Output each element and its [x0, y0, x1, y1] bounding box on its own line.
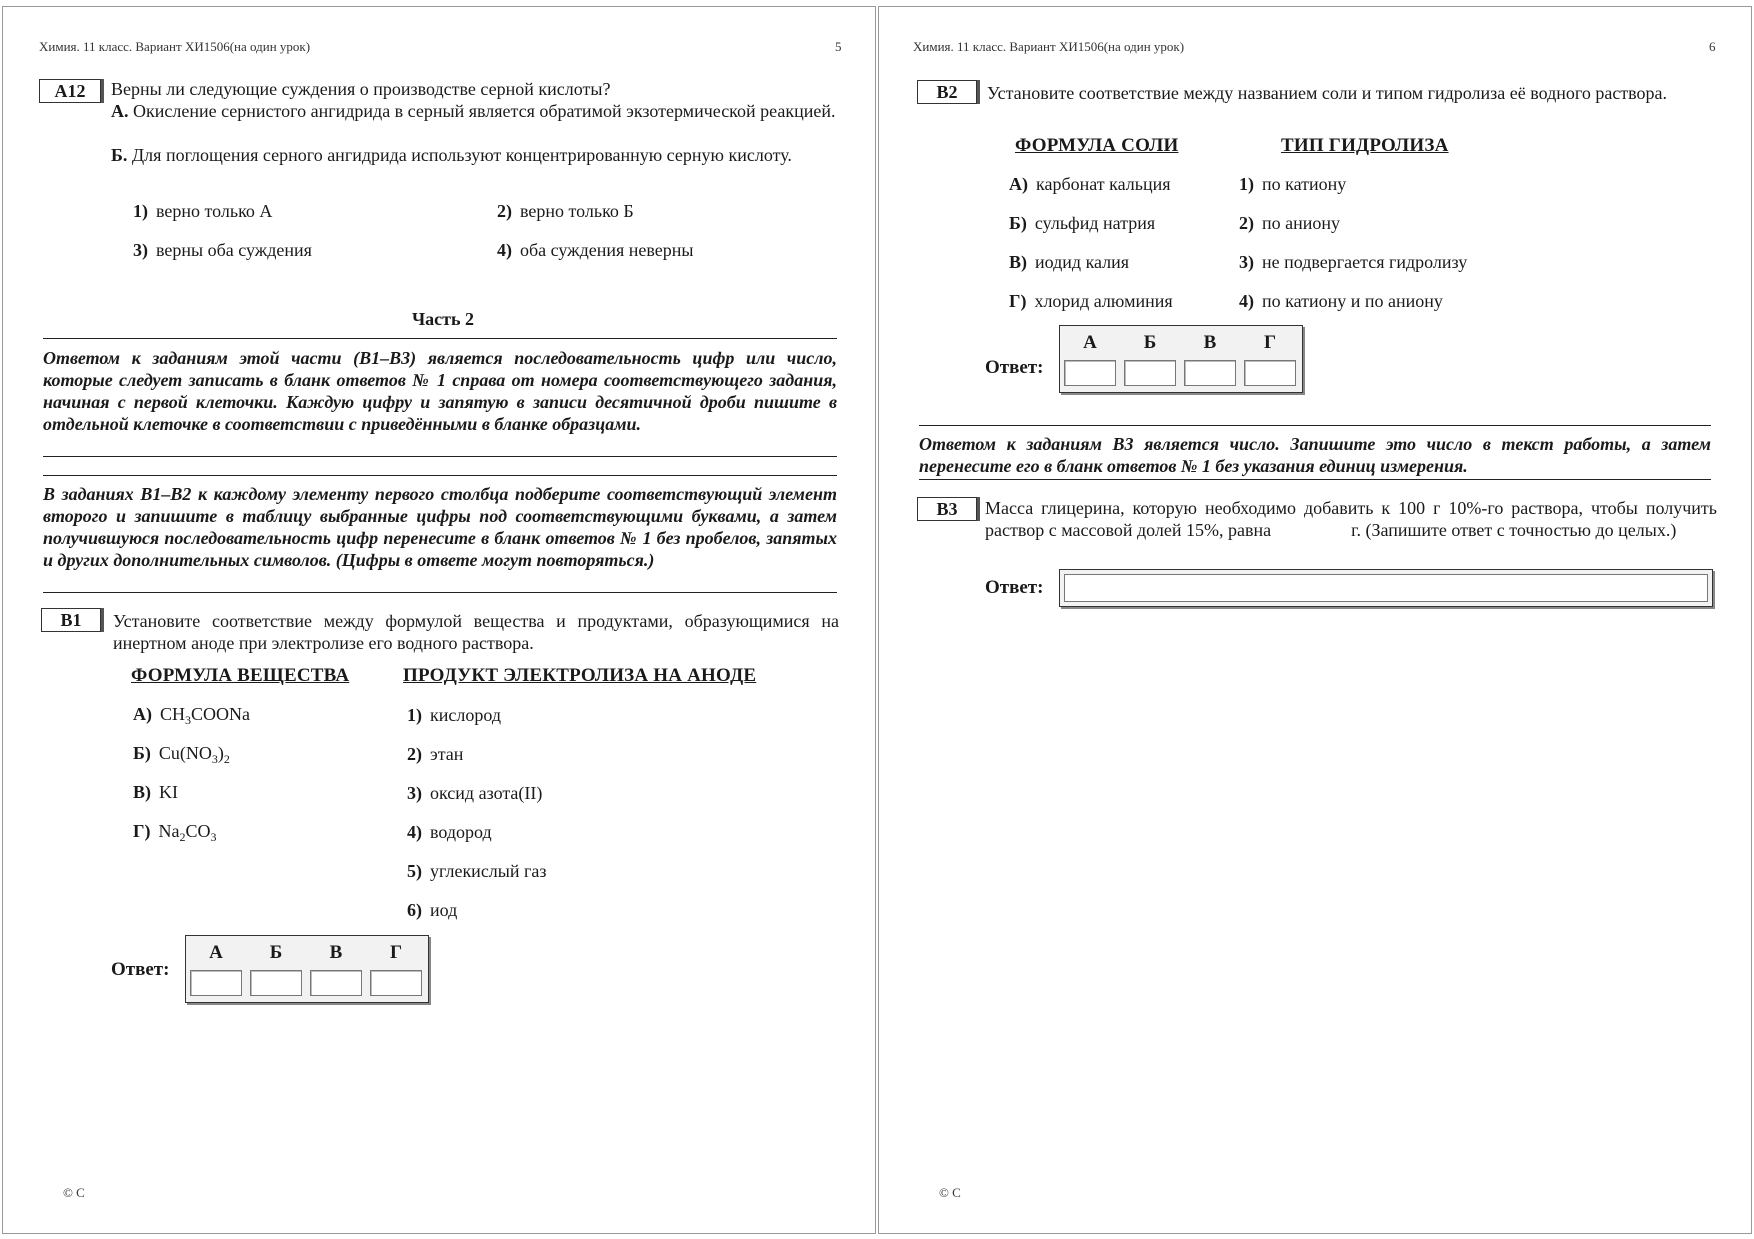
item-number: 1): [1239, 174, 1254, 194]
b2-left-item: [1009, 251, 1129, 273]
answer-letter: А: [1083, 332, 1097, 353]
b2-right-item: [1239, 290, 1443, 312]
option-number: 1): [133, 201, 148, 221]
b1-right-item: [407, 704, 501, 726]
item-text: этан: [430, 744, 464, 764]
page-right: [878, 6, 1752, 1234]
a12-statement-a-label: А.: [111, 101, 129, 121]
b2-left-item: [1009, 173, 1171, 195]
answer-letter: Г: [389, 942, 403, 963]
divider: [43, 456, 837, 457]
b3-answer-label: Ответ:: [985, 577, 1044, 598]
divider: [919, 479, 1711, 480]
answer-cell[interactable]: [190, 970, 242, 996]
answer-letter: В: [329, 942, 343, 963]
b1-right-item: [407, 821, 492, 843]
b3-question-part2: г. (Запишите ответ с точностью до целых.): [1351, 520, 1677, 540]
item-number: 4): [407, 822, 422, 842]
divider: [43, 338, 837, 339]
answer-cell[interactable]: [310, 970, 362, 996]
b1-right-item: [407, 743, 463, 765]
option-text: верно только А: [156, 201, 273, 221]
a12-statement-a: [111, 100, 841, 122]
b1-answer-label: Ответ:: [111, 959, 170, 980]
item-letter: А): [133, 704, 152, 724]
formula-part: CH: [160, 704, 186, 724]
item-text: иодид калия: [1035, 252, 1130, 272]
b1-left-item: [133, 781, 178, 803]
formula-part: Na: [158, 821, 180, 841]
part2-title: Часть 2: [411, 309, 475, 329]
b1-column-head-product: ПРОДУКТ ЭЛЕКТРОЛИЗА НА АНОДЕ: [403, 665, 757, 686]
b2-column-head-hydrolysis: ТИП ГИДРОЛИЗА: [1281, 135, 1449, 156]
task-label-b1: В1: [41, 608, 101, 632]
item-number: 3): [407, 783, 422, 803]
page-number: 6: [1709, 39, 1716, 54]
option-number: 4): [497, 240, 512, 260]
item-text: водород: [430, 822, 492, 842]
answer-cell[interactable]: [1124, 360, 1176, 386]
option-text: верно только Б: [520, 201, 634, 221]
a12-option[interactable]: [497, 239, 694, 261]
a12-statement-b: [111, 144, 841, 166]
b3-instruction: Ответом к заданиям В3 является число. Запишите это число в текст работы, а затем перенесите его в бланк ответов № 1 без указания единиц измерения.: [919, 434, 1711, 476]
formula-subscript: 2: [179, 830, 186, 844]
a12-statement-b-text: Для поглощения серного ангидрида используют концентрированную серную кислоту.: [131, 145, 792, 165]
answer-letter: А: [209, 942, 223, 963]
answer-letter: Г: [1263, 332, 1277, 353]
a12-option[interactable]: [497, 200, 634, 222]
item-letter: А): [1009, 174, 1028, 194]
item-text: хлорид алюминия: [1034, 291, 1173, 311]
b3-question: [985, 497, 1717, 541]
item-text: кислород: [430, 705, 501, 725]
formula-subscript: 3: [211, 752, 218, 766]
page-header: Химия. 11 класс. Вариант ХИ1506(на один урок): [39, 39, 311, 54]
option-text: оба суждения неверны: [520, 240, 694, 260]
part2-instruction-2: В заданиях В1–В2 к каждому элементу первого столбца подберите соответствующий элемент второго и запишите в таблицу выбранные цифры под соответствующими буквами, а затем получившуюся последовательность цифр перенесите в бланк ответов № 1 без пробелов, запятых и других дополнительных символов. (Цифры в ответе могут повторяться.): [43, 484, 837, 570]
b2-answer-label: Ответ:: [985, 357, 1044, 378]
formula-subscript: 3: [210, 830, 217, 844]
b1-left-item: [133, 703, 250, 725]
answer-cell[interactable]: [1184, 360, 1236, 386]
answer-letter: Б: [269, 942, 283, 963]
formula-part: Cu(NO: [158, 743, 212, 763]
b3-answer-field[interactable]: [1059, 569, 1713, 607]
item-text: по аниону: [1262, 213, 1341, 233]
item-number: 1): [407, 705, 422, 725]
item-letter: Г): [133, 821, 151, 841]
b2-right-item: [1239, 173, 1346, 195]
a12-question: Верны ли следующие суждения о производстве серной кислоты?: [111, 79, 611, 99]
b1-right-item: [407, 782, 542, 804]
page-footer: © С: [63, 1185, 85, 1200]
page-left: [2, 6, 876, 1234]
item-text: карбонат кальция: [1036, 174, 1171, 194]
formula-part: KI: [159, 782, 178, 802]
b3-question-part1: Масса глицерина, которую необходимо добавить к 100 г 10%-го раствора, чтобы получить раствор с массовой долей 15%, равна: [985, 498, 1717, 540]
b1-left-item: [133, 742, 230, 764]
b1-answer-table: [185, 935, 429, 1003]
item-number: 3): [1239, 252, 1254, 272]
answer-letter: В: [1203, 332, 1217, 353]
item-text: углекислый газ: [430, 861, 547, 881]
b2-question: Установите соответствие между названием соли и типом гидролиза её водного раствора.: [987, 83, 1668, 103]
item-text: по катиону и по аниону: [1262, 291, 1443, 311]
item-letter: В): [133, 782, 151, 802]
b2-right-item: [1239, 251, 1467, 273]
item-number: 5): [407, 861, 422, 881]
item-letter: Г): [1009, 291, 1027, 311]
answer-cell[interactable]: [1244, 360, 1296, 386]
item-text: иод: [430, 900, 458, 920]
part2-instruction-1: Ответом к заданиям этой части (В1–В3) является последовательность цифр или число, которые следует записать в бланк ответов № 1 справа от номера соответствующего задания, начиная с первой клеточки. Каждую цифру и запятую в записи десятичной дроби пишите в отдельной клеточке в соответствии с приведёнными в бланке образцами.: [43, 348, 837, 434]
formula-part: ): [217, 743, 224, 763]
item-text: сульфид натрия: [1034, 213, 1156, 233]
item-text: не подвергается гидролизу: [1262, 252, 1468, 272]
b1-column-head-formula: ФОРМУЛА ВЕЩЕСТВА: [131, 665, 350, 686]
item-text: оксид азота(II): [430, 783, 543, 803]
answer-cell[interactable]: [1064, 360, 1116, 386]
answer-cell[interactable]: [370, 970, 422, 996]
answer-letter: Б: [1143, 332, 1157, 353]
a12-option[interactable]: [133, 200, 272, 222]
item-number: 2): [1239, 213, 1254, 233]
a12-statement-a-text: Окисление сернистого ангидрида в серный является обратимой экзотермической реакцией.: [133, 101, 836, 121]
item-text: по катиону: [1262, 174, 1347, 194]
formula-part: COONa: [191, 704, 251, 724]
formula-subscript: 3: [185, 713, 192, 727]
item-letter: В): [1009, 252, 1027, 272]
answer-cell[interactable]: [250, 970, 302, 996]
b2-column-head-salt: ФОРМУЛА СОЛИ: [1015, 135, 1179, 156]
a12-statement-b-label: Б.: [111, 145, 128, 165]
task-label-a12: А12: [39, 79, 101, 103]
page-footer: © С: [939, 1185, 961, 1200]
b2-answer-table: [1059, 325, 1303, 393]
item-letter: Б): [133, 743, 151, 763]
option-number: 2): [497, 201, 512, 221]
item-number: 2): [407, 744, 422, 764]
divider: [43, 475, 837, 476]
b1-right-item: [407, 899, 457, 921]
b2-left-item: [1009, 290, 1173, 312]
b1-question: Установите соответствие между формулой вещества и продуктами, образующимися на инертном аноде при электролизе его водного раствора.: [113, 611, 839, 653]
option-text: верны оба суждения: [156, 240, 312, 260]
b3-answer-input[interactable]: [1064, 574, 1708, 602]
option-number: 3): [133, 240, 148, 260]
divider: [43, 592, 837, 593]
b2-right-item: [1239, 212, 1340, 234]
item-number: 4): [1239, 291, 1254, 311]
item-number: 6): [407, 900, 422, 920]
task-label-b2: В2: [917, 80, 977, 104]
divider: [919, 425, 1711, 426]
item-letter: Б): [1009, 213, 1027, 233]
task-label-b3: В3: [917, 497, 977, 521]
formula-subscript: 2: [223, 752, 230, 766]
page-header: Химия. 11 класс. Вариант ХИ1506(на один урок): [913, 39, 1185, 54]
formula-part: CO: [185, 821, 211, 841]
b1-right-item: [407, 860, 547, 882]
b1-left-item: [133, 820, 216, 842]
a12-option[interactable]: [133, 239, 312, 261]
page-number: 5: [835, 39, 842, 54]
b2-left-item: [1009, 212, 1155, 234]
